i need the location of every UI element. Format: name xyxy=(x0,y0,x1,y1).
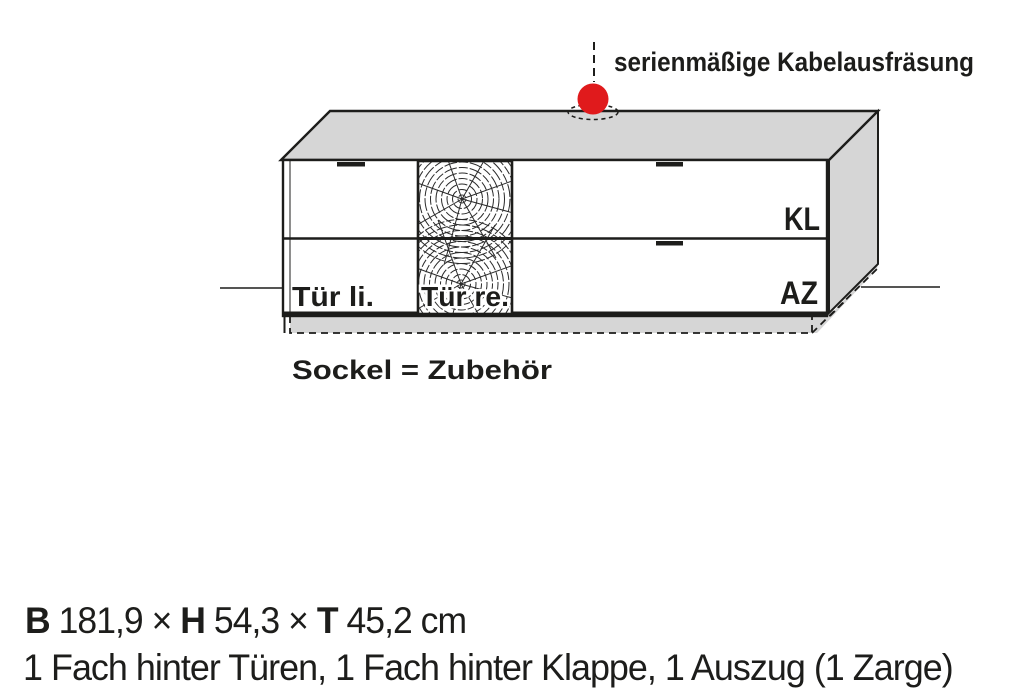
height-label: H xyxy=(180,600,206,641)
left-door-handle-notch xyxy=(337,162,365,167)
dimensions-line xyxy=(25,600,466,642)
width-label: B xyxy=(25,600,50,641)
depth-value: 45,2 xyxy=(346,600,412,641)
drawer-label: AZ xyxy=(780,275,818,311)
height-value: 54,3 xyxy=(213,600,280,641)
callout-label: serienmäßige Kabelausfräsung xyxy=(614,47,974,77)
dims-separator: × xyxy=(151,600,172,641)
dims-unit: cm xyxy=(420,600,467,641)
flap-label: KL xyxy=(784,201,820,237)
flap-handle-notch xyxy=(656,162,683,167)
depth-label: T xyxy=(316,600,338,641)
dims-separator: × xyxy=(288,600,308,641)
door-left-label: Tür li. xyxy=(292,281,374,312)
drawer-handle-notch xyxy=(656,241,683,246)
features-line: 1 Fach hinter Türen, 1 Fach hinter Klappe, 1 Auszug (1 Zarge) xyxy=(23,647,953,688)
width-value: 181,9 xyxy=(58,600,143,641)
plinth-note-label: Sockel = Zubehör xyxy=(292,355,553,385)
door-right-label: Tür re. xyxy=(421,281,509,312)
cable-grommet-dot xyxy=(578,84,609,115)
plinth-front-face xyxy=(290,316,812,333)
